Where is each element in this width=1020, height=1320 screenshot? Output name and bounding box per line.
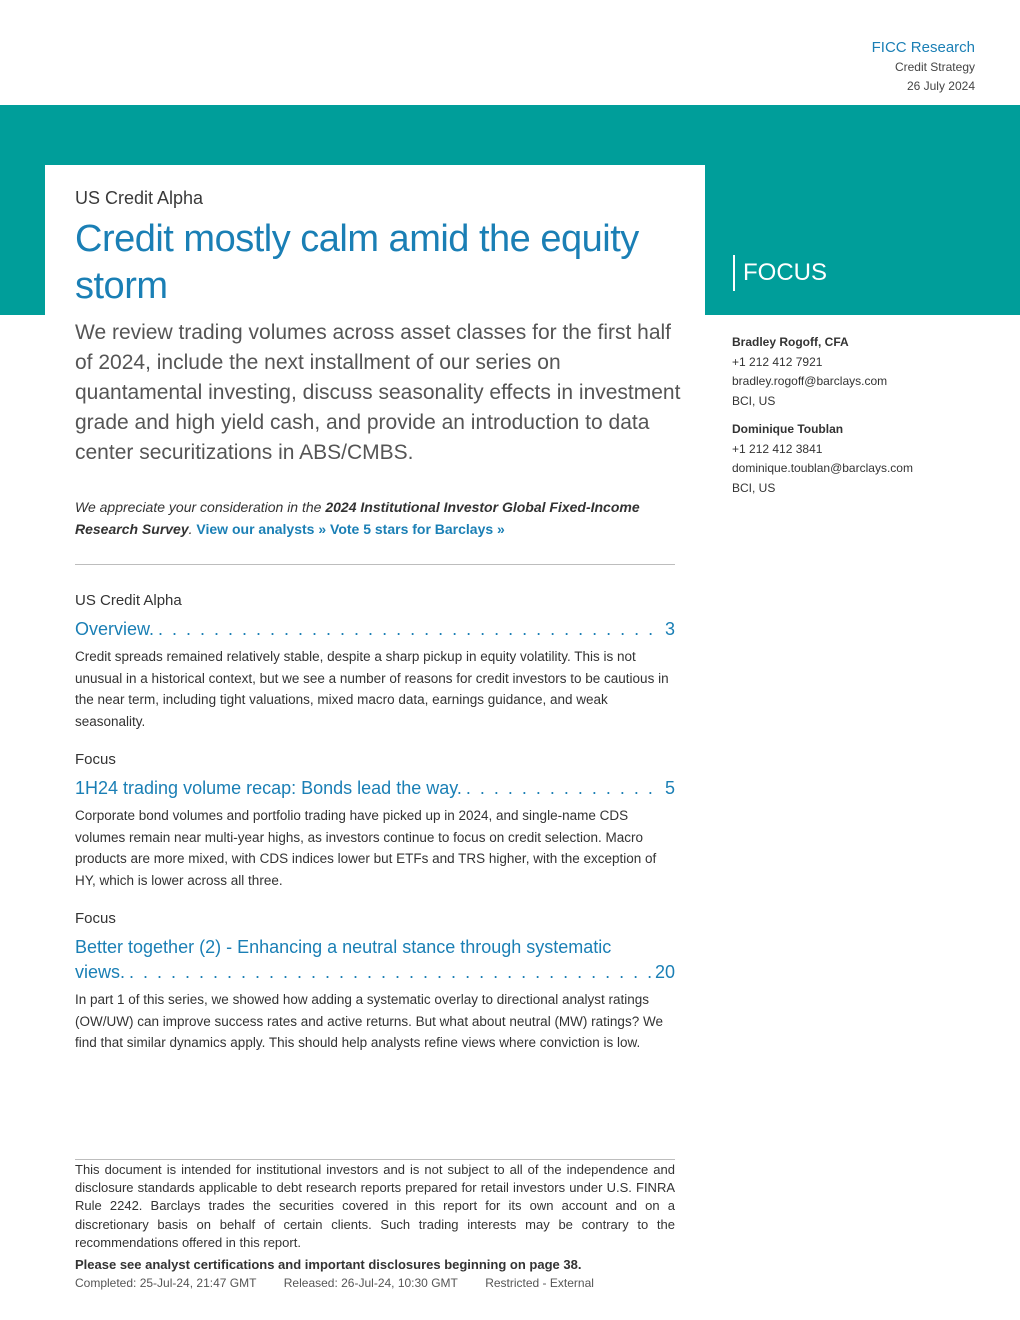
footer-divider xyxy=(75,1159,675,1160)
survey-separator: . xyxy=(188,521,197,537)
analyst-phone: +1 212 412 3841 xyxy=(732,441,823,456)
analyst-entity: BCI, US xyxy=(732,480,776,495)
survey-name-cont: Research Survey xyxy=(75,521,189,537)
toc-entry-link[interactable] xyxy=(75,617,675,642)
toc-page: 5 xyxy=(664,778,675,798)
focus-section-label xyxy=(733,255,827,291)
report-date: 26 July 2024 xyxy=(906,79,975,93)
toc-description: Credit spreads remained relatively stable, despite a sharp pickup in equity volatility. This is not unusual in a historical context, but we see a number of reasons for credit investors to be cautious in the near term, including tight valuations, mixed macro data, earnings guidance, and weak seasonality. xyxy=(75,649,669,729)
released-time: Released: 26-Jul-24, 10:30 GMT xyxy=(283,1276,458,1290)
analyst-name: Dominique Toublan xyxy=(732,422,844,436)
toc-title: views. xyxy=(75,962,126,982)
toc-page: 20 xyxy=(654,962,675,982)
classification: Restricted - External xyxy=(485,1276,594,1290)
view-analysts-link[interactable]: View our analysts » xyxy=(196,521,327,537)
toc-entry-link[interactable] xyxy=(75,960,675,985)
toc-description: In part 1 of this series, we showed how adding a systematic overlay to directional analyst ratings (OW/UW) can improve success rates and active returns. But what about neutral (MW) ratings? We find that similar dynamics apply. This should help analysts refine views where conviction is low. xyxy=(75,992,663,1050)
analyst-card xyxy=(732,333,992,411)
toc-page: 3 xyxy=(664,619,675,639)
toc-leader xyxy=(129,960,651,985)
survey-name: 2024 Institutional Investor Global Fixed-Income xyxy=(325,499,640,515)
survey-note xyxy=(75,496,685,540)
brand-name: FICC Research xyxy=(871,39,975,56)
section-divider xyxy=(75,564,675,565)
toc-section: Focus xyxy=(75,910,116,927)
completed-time: Completed: 25-Jul-24, 21:47 GMT xyxy=(75,1276,257,1290)
analyst-list xyxy=(732,333,992,507)
toc-title: 1H24 trading volume recap: Bonds lead the way. xyxy=(75,778,462,798)
toc-title-line1[interactable]: Better together (2) - Enhancing a neutral stance through systematic xyxy=(75,937,612,957)
focus-text: FOCUS xyxy=(743,259,827,286)
analyst-card xyxy=(732,420,992,498)
vote-link[interactable]: Vote 5 stars for Barclays » xyxy=(330,521,505,537)
disclaimer: This document is intended for institutional investors and is not subject to all of the independence and disclosure standards applicable to debt research reports prepared for retail investors under U.S. FINRA Rule 2242. Barclays trades the securities covered in this report for its own account and on a discretionary basis on behalf of certain clients. Such trading interests may be contrary to the recommendations offered in this report. xyxy=(75,1162,675,1250)
report-summary: We review trading volumes across asset classes for the first half of 2024, include the next installment of our series on quantamental investing, discuss seasonality effects in investment grade and high yield cash, and provide an introduction to data center securitizations in ABS/CMBS. xyxy=(75,321,681,464)
toc-description: Corporate bond volumes and portfolio trading have picked up in 2024, and single-name CDS volumes remain near multi-year highs, as investors continue to focus on credit selection. Macro products are more mixed, with CDS indices lower but ETFs and TRS higher, with the exception of HY, which is lower across all three. xyxy=(75,808,657,888)
report-meta xyxy=(75,1276,618,1290)
toc-item xyxy=(75,909,675,1054)
certifications-note: Please see analyst certifications and important disclosures beginning on page 38. xyxy=(75,1257,582,1272)
analyst-email[interactable]: bradley.rogoff@barclays.com xyxy=(732,374,888,388)
analyst-phone: +1 212 412 7921 xyxy=(732,354,823,369)
toc-item xyxy=(75,591,675,732)
survey-intro: We appreciate your consideration in the xyxy=(75,499,326,515)
toc-leader xyxy=(158,617,661,642)
report-header xyxy=(872,38,975,96)
analyst-email[interactable]: dominique.toublan@barclays.com xyxy=(732,461,913,475)
toc-entry-link[interactable] xyxy=(75,776,675,801)
toc-section: US Credit Alpha xyxy=(75,592,182,609)
analyst-entity: BCI, US xyxy=(732,393,776,408)
analyst-name: Bradley Rogoff, CFA xyxy=(732,335,849,349)
divider-bar xyxy=(733,255,735,291)
toc-title: Overview. xyxy=(75,619,155,639)
toc-item xyxy=(75,750,675,891)
toc-leader xyxy=(466,776,661,801)
series-name: US Credit Alpha xyxy=(75,188,204,208)
department: Credit Strategy xyxy=(894,60,975,74)
toc-section: Focus xyxy=(75,751,116,768)
report-title: Credit mostly calm amid the equity storm xyxy=(75,218,639,307)
